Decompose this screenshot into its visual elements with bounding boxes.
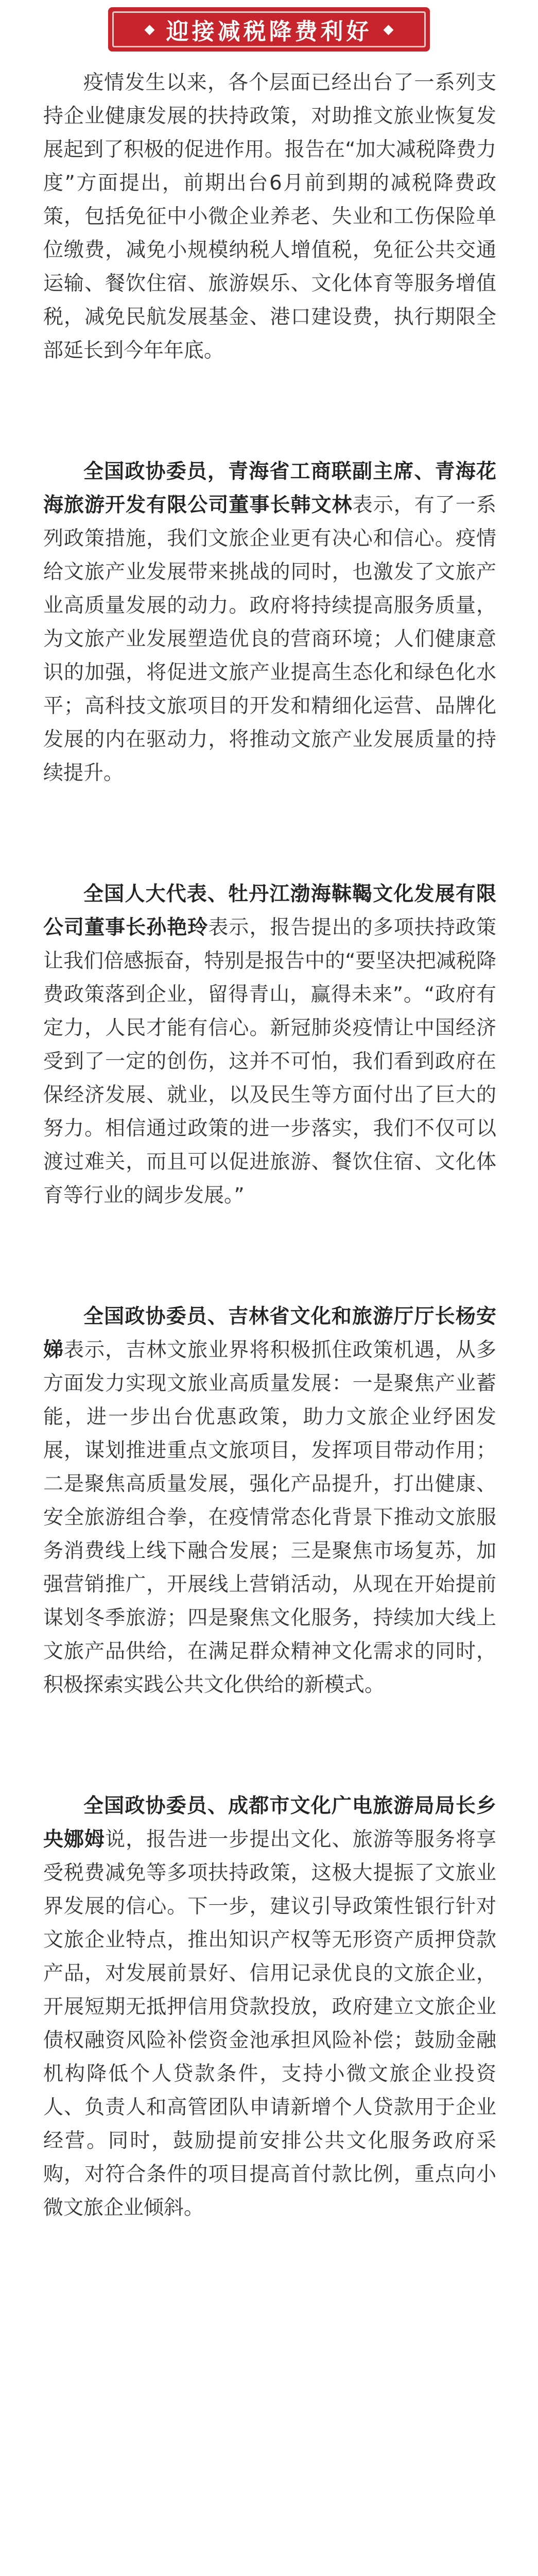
diamond-icon-left: ◆	[144, 22, 155, 37]
paragraph-text: 疫情发生以来，各个层面已经出台了一系列支持企业健康发展的扶持政策，对助推文旅业恢复发展起到了积极的促进作用。报告在“加大减税降费力度”方面提出，前期出台6月前到期的减税降费政策，包括免征中小微企业养老、失业和工伤保险单位缴费，减免小规模纳税人增值税，免征公共交通运输、餐饮住宿、旅游娱乐、文化体育等服务增值税，减免民航发展基金、港口建设费，执行期限全部延长到今年年底。	[43, 71, 496, 362]
paragraph-lead: 全国政协委员、成都市文化广电旅游局局长乡央娜姆	[43, 1794, 496, 1851]
paragraph-text: 表示，吉林文旅业界将积极抓住政策机遇，从多方面发力实现文旅业高质量发展：一是聚焦产业蓄能，进一步出台优惠政策，助力文旅企业纾困发展，谋划推进重点文旅项目，发挥项目带动作用；二是聚焦高质量发展，强化产品提升，打出健康、安全旅游组合拳，在疫情常态化背景下推动文旅服务消费线上线下融合发展；三是聚焦市场复苏，加强营销推广，开展线上营销活动，从现在开始提前谋划冬季旅游；四是聚焦文化服务，持续加大线上文旅产品供给，在满足群众精神文化需求的同时，积极探索实践公共文化供给的新模式。	[43, 1338, 496, 1697]
paragraph-3	[43, 877, 496, 1212]
paragraph-lead: 全国人大代表、牡丹江渤海靺鞨文化发展有限公司董事长孙艳玲	[43, 883, 496, 939]
paragraph-5	[43, 1789, 496, 2225]
paragraph-1	[43, 66, 496, 367]
article-body	[43, 66, 496, 2225]
paragraph-2	[43, 455, 496, 790]
section-header-banner	[108, 7, 430, 52]
diamond-icon-right: ◆	[383, 22, 394, 37]
paragraph-text: 表示，有了一系列政策措施，我们文旅企业更有决心和信心。疫情给文旅产业发展带来挑战的同时，也激发了文旅产业高质量发展的动力。政府将持续提高服务质量，为文旅产业发展塑造优良的营商环境；人们健康意识的加强，将促进文旅产业提高生态化和绿色化水平；高科技文旅项目的开发和精细化运营、品牌化发展的内在驱动力，将推动文旅产业发展质量的持续提升。	[43, 494, 496, 785]
paragraph-lead: 全国政协委员，青海省工商联副主席、青海花海旅游开发有限公司董事长韩文林	[43, 460, 496, 517]
paragraph-4	[43, 1300, 496, 1702]
paragraph-lead: 全国政协委员、吉林省文化和旅游厅厅长杨安娣	[43, 1305, 496, 1362]
paragraph-text: 表示，报告提出的多项扶持政策让我们倍感振奋，特别是报告中的“要坚决把减税降费政策落到企业，留得青山，赢得未来”。“政府有定力，人民才能有信心。新冠肺炎疫情让中国经济受到了一定的创伤，这并不可怕，我们看到政府在保经济发展、就业，以及民生等方面付出了巨大的努力。相信通过政策的进一步落实，我们不仅可以渡过难关，而且可以促进旅游、餐饮住宿、文化体育等行业的阔步发展。”	[43, 916, 496, 1207]
paragraph-text: 说，报告进一步提出文化、旅游等服务将享受税费减免等多项扶持政策，这极大提振了文旅业界发展的信心。下一步，建议引导政策性银行针对文旅企业特点，推出知识产权等无形资产质押贷款产品，对发展前景好、信用记录优良的文旅企业，开展短期无抵押信用贷款投放，政府建立文旅企业债权融资风险补偿资金池承担风险补偿；鼓励金融机构降低个人贷款条件，支持小微文旅企业投资人、负责人和高管团队申请新增个人贷款用于企业经营。同时，鼓励提前安排公共文化服务政府采购，对符合条件的项目提高首付款比例，重点向小微文旅企业倾斜。	[43, 1828, 496, 2219]
section-title: 迎接减税降费利好	[166, 19, 372, 45]
section-header-frame	[112, 11, 426, 47]
